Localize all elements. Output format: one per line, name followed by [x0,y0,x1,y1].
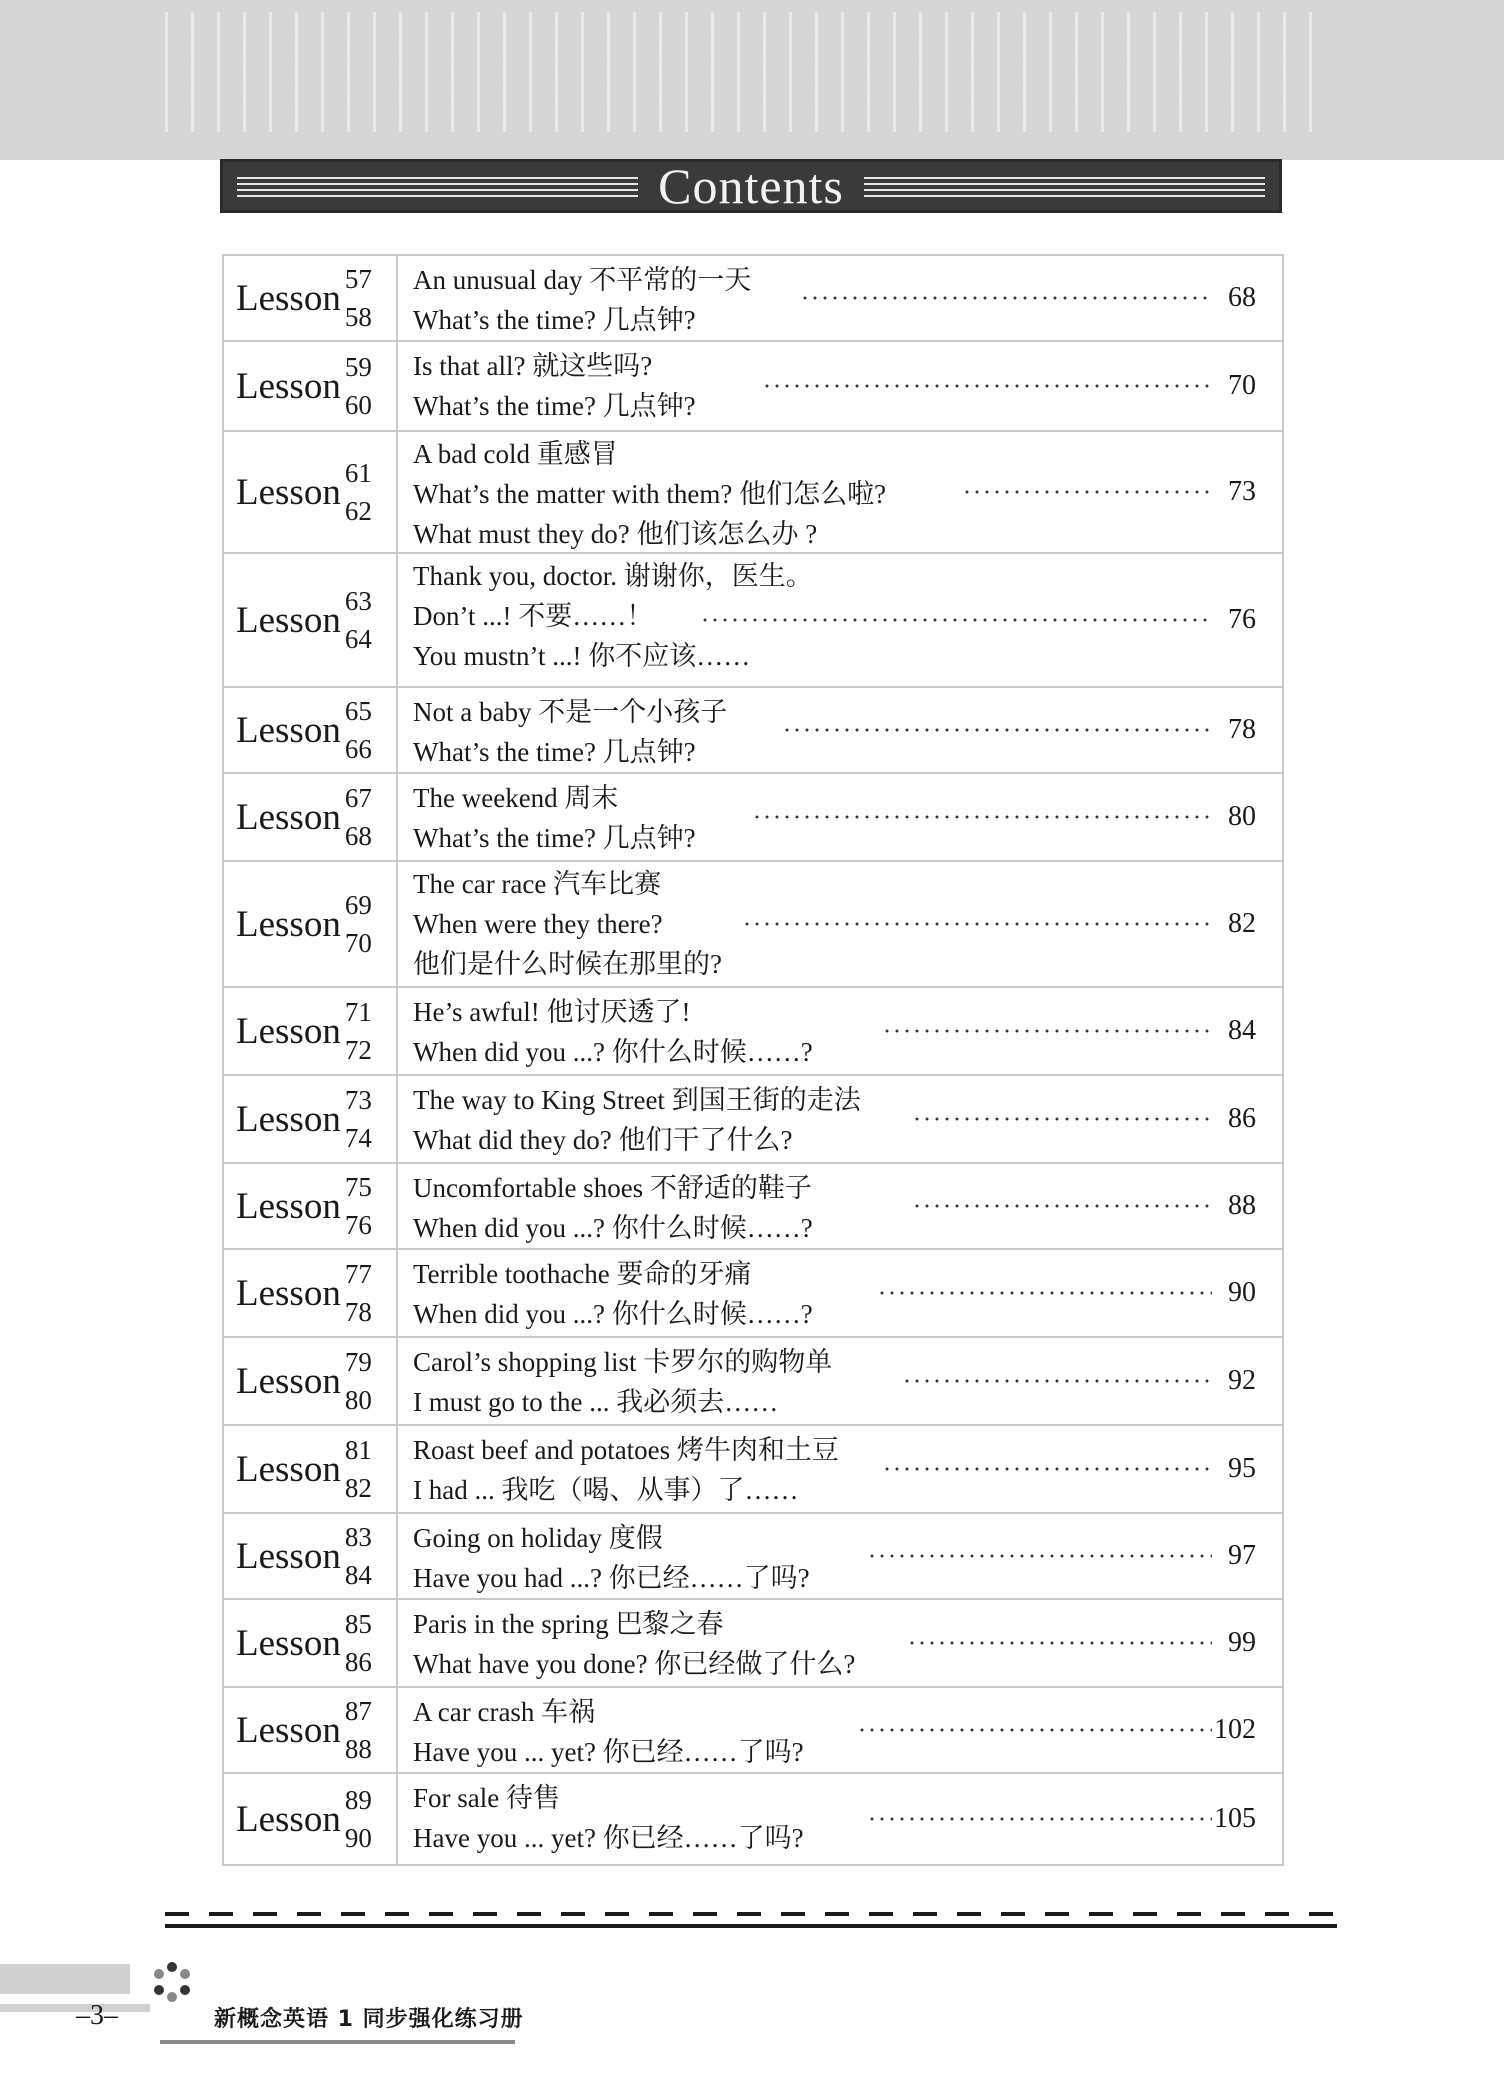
lesson-label: Lesson [236,277,341,319]
lesson-number: 74 [344,1123,372,1153]
lesson-label: Lesson [236,1360,341,1402]
lesson-label: Lesson [236,1709,341,1751]
lesson-number: 71 [344,997,372,1027]
lesson-title-line: Roast beef and potatoes 烤牛肉和土豆 [413,1435,839,1465]
title-cell [398,432,1282,552]
page-ref: 102 [1214,1714,1256,1745]
dot-leader [867,1817,1212,1821]
lesson-title-line: When were they there? [413,909,663,939]
lesson-number: 61 [344,458,372,488]
page-ref: 73 [1228,476,1256,507]
top-grid-pattern [165,12,1335,132]
page-ref: 70 [1228,370,1256,401]
lesson-label: Lesson [236,1098,341,1140]
lesson-cell [224,1600,398,1686]
lesson-title-line: What’s the time? 几点钟? [413,823,696,853]
lesson-cell [224,988,398,1074]
lesson-title-line: A bad cold 重感冒 [413,439,618,469]
footer-underline [160,2040,515,2044]
lesson-cell [224,688,398,772]
dot-leader [762,384,1212,388]
footer-gray-strip [0,2004,150,2012]
lesson-number: 89 [344,1785,372,1815]
toc-row[interactable] [224,688,1282,774]
toc-row[interactable] [224,1164,1282,1250]
lesson-title-line: Carol’s shopping list 卡罗尔的购物单 [413,1347,833,1377]
title-cell [398,1076,1282,1162]
lesson-number: 77 [344,1259,372,1289]
lesson-label: Lesson [236,903,341,945]
title-cell [398,1250,1282,1336]
dot-leader [912,1204,1212,1208]
toc-row[interactable] [224,432,1282,554]
page-ref: 105 [1214,1803,1256,1834]
lesson-title-line: What’s the time? 几点钟? [413,737,696,767]
page-number: –3– [76,2000,118,2031]
title-cell [398,1774,1282,1864]
lesson-title-line: The weekend 周末 [413,783,619,813]
lesson-numbers [345,692,372,768]
lesson-label: Lesson [236,1535,341,1577]
lesson-title-line: Not a baby 不是一个小孩子 [413,697,728,727]
dot-leader [700,618,1212,622]
toc-row[interactable] [224,1338,1282,1426]
lesson-number: 67 [344,783,372,813]
lesson-numbers [345,260,372,336]
lesson-number: 59 [344,352,372,382]
title-cell [398,688,1282,772]
lesson-numbers [345,582,372,658]
lesson-numbers [345,1081,372,1157]
lesson-number: 58 [344,302,372,332]
lesson-label: Lesson [236,796,341,838]
toc-row[interactable] [224,342,1282,432]
toc-row[interactable] [224,1426,1282,1514]
lesson-title-line: When did you ...? 你什么时候……? [413,1213,813,1243]
lesson-cell [224,1250,398,1336]
dots-logo-icon [150,1960,194,2004]
dot-leader [882,1029,1212,1033]
toc-row[interactable] [224,1250,1282,1338]
lesson-numbers [345,993,372,1069]
lesson-title-line: What did they do? 他们干了什么? [413,1125,793,1155]
lesson-numbers [345,1168,372,1244]
lesson-cell [224,256,398,340]
page-ref: 82 [1228,908,1256,939]
lesson-number: 57 [344,264,372,294]
lesson-numbers [345,886,372,962]
lesson-title-line: What’s the time? 几点钟? [413,305,696,335]
page-ref: 86 [1228,1103,1256,1134]
lesson-numbers [345,1781,372,1857]
lesson-number: 87 [344,1696,372,1726]
dot-leader [962,490,1212,494]
lesson-title-line: What have you done? 你已经做了什么? [413,1649,856,1679]
lesson-number: 75 [344,1172,372,1202]
lesson-title-line: An unusual day 不平常的一天 [413,265,752,295]
lesson-number: 64 [344,624,372,654]
dot-leader [902,1379,1212,1383]
title-cell [398,1426,1282,1512]
lesson-title-line: When did you ...? 你什么时候……? [413,1037,813,1067]
lesson-cell [224,1514,398,1598]
title-cell [398,1338,1282,1424]
toc-row[interactable] [224,862,1282,988]
lesson-title-line: You mustn’t ...! 你不应该…… [413,641,751,671]
lesson-title-line: Have you ... yet? 你已经……了吗? [413,1823,804,1853]
toc-row[interactable] [224,1600,1282,1688]
top-decorative-band [0,0,1504,160]
lesson-cell [224,774,398,860]
title-cell [398,988,1282,1074]
lesson-number: 70 [344,928,372,958]
footer-dashed-rule [165,1912,1337,1916]
lesson-title-line: What must they do? 他们该怎么办 ? [413,519,818,549]
lesson-cell [224,342,398,430]
title-cell [398,774,1282,860]
page-ref: 78 [1228,714,1256,745]
page-ref: 92 [1228,1365,1256,1396]
dot-leader [782,728,1212,732]
page-ref: 99 [1228,1627,1256,1658]
lesson-number: 73 [344,1085,372,1115]
lesson-label: Lesson [236,1448,341,1490]
page-ref: 80 [1228,801,1256,832]
lesson-number: 60 [344,390,372,420]
lesson-label: Lesson [236,1272,341,1314]
toc-row[interactable] [224,1688,1282,1774]
lesson-cell [224,1076,398,1162]
lesson-number: 65 [344,696,372,726]
toc-row[interactable] [224,1774,1282,1866]
toc-row[interactable] [224,1076,1282,1164]
lesson-cell [224,1688,398,1772]
title-cell [398,342,1282,430]
page-ref: 68 [1228,282,1256,313]
lesson-title-line: Uncomfortable shoes 不舒适的鞋子 [413,1173,812,1203]
page-ref: 90 [1228,1277,1256,1308]
lesson-title-line: I had ... 我吃（喝、从事）了…… [413,1475,799,1505]
page-ref: 97 [1228,1540,1256,1571]
toc-row[interactable] [224,1514,1282,1600]
lesson-numbers [345,1255,372,1331]
lesson-cell [224,1774,398,1864]
lesson-numbers [345,1343,372,1419]
contents-header [220,159,1282,213]
lesson-label: Lesson [236,365,341,407]
lesson-label: Lesson [236,1185,341,1227]
lesson-title-line: Terrible toothache 要命的牙痛 [413,1259,752,1289]
lesson-title-line: Have you had ...? 你已经……了吗? [413,1563,810,1593]
lesson-title-line: Don’t ...! 不要……！ [413,601,654,631]
page-ref: 84 [1228,1015,1256,1046]
lesson-title-line: The car race 汽车比赛 [413,869,662,899]
lesson-number: 62 [344,496,372,526]
lesson-cell [224,554,398,686]
title-cell [398,862,1282,986]
lesson-label: Lesson [236,1622,341,1664]
lesson-title-line: Is that all? 就这些吗? [413,351,653,381]
lesson-numbers [345,1605,372,1681]
title-cell [398,1514,1282,1598]
footer-solid-rule [165,1924,1337,1928]
lesson-title-line: He’s awful! 他讨厌透了! [413,997,691,1027]
lesson-cell [224,862,398,986]
lesson-title-line: A car crash 车祸 [413,1697,596,1727]
lesson-cell [224,432,398,552]
lesson-cell [224,1338,398,1424]
lesson-number: 86 [344,1647,372,1677]
lesson-label: Lesson [236,599,341,641]
header-right-lines [864,175,1265,197]
title-cell [398,256,1282,340]
lesson-title-line: Thank you, doctor. 谢谢你，医生。 [413,561,813,591]
header-left-lines [237,175,638,197]
title-cell [398,1164,1282,1248]
lesson-number: 82 [344,1473,372,1503]
lesson-number: 72 [344,1035,372,1065]
title-cell [398,1600,1282,1686]
dot-leader [907,1641,1212,1645]
lesson-title-line: Going on holiday 度假 [413,1523,663,1553]
lesson-label: Lesson [236,709,341,751]
page-ref: 76 [1228,604,1256,635]
lesson-number: 83 [344,1522,372,1552]
lesson-numbers [345,779,372,855]
title-cell [398,1688,1282,1772]
lesson-title-line: When did you ...? 你什么时候……? [413,1299,813,1329]
toc-row[interactable] [224,554,1282,688]
lesson-number: 69 [344,890,372,920]
lesson-numbers [345,454,372,530]
lesson-number: 90 [344,1823,372,1853]
toc-row[interactable] [224,774,1282,862]
lesson-number: 76 [344,1210,372,1240]
lesson-number: 66 [344,734,372,764]
lesson-numbers [345,1692,372,1768]
lesson-title-line: I must go to the ... 我必须去…… [413,1387,779,1417]
lesson-number: 80 [344,1385,372,1415]
lesson-numbers [345,348,372,424]
dot-leader [877,1291,1212,1295]
title-cell [398,554,1282,686]
dot-leader [752,815,1212,819]
lesson-title-line: What’s the time? 几点钟? [413,391,696,421]
lesson-label: Lesson [236,1798,341,1840]
toc-row[interactable] [224,256,1282,342]
page-ref: 95 [1228,1453,1256,1484]
dot-leader [857,1728,1212,1732]
lesson-number: 68 [344,821,372,851]
lesson-title-line: Paris in the spring 巴黎之春 [413,1609,724,1639]
lesson-title-line: 他们是什么时候在那里的? [413,949,722,979]
lesson-number: 88 [344,1734,372,1764]
lesson-cell [224,1164,398,1248]
lesson-numbers [345,1431,372,1507]
lesson-numbers [345,1518,372,1594]
dot-leader [867,1554,1212,1558]
lesson-title-line: Have you ... yet? 你已经……了吗? [413,1737,804,1767]
dot-leader [882,1467,1212,1471]
lesson-cell [224,1426,398,1512]
footer-gray-block [0,1964,130,1994]
lesson-label: Lesson [236,1010,341,1052]
lesson-number: 84 [344,1560,372,1590]
dot-leader [912,1117,1212,1121]
page-title: Contents [658,158,844,214]
footer-book-title: 新概念英语 1 同步强化练习册 [214,2007,524,2032]
lesson-label: Lesson [236,471,341,513]
table-of-contents [222,254,1284,1866]
dot-leader [800,296,1212,300]
lesson-number: 79 [344,1347,372,1377]
page-ref: 88 [1228,1190,1256,1221]
lesson-title-line: The way to King Street 到国王街的走法 [413,1085,861,1115]
lesson-title-line: For sale 待售 [413,1783,560,1813]
dot-leader [742,922,1212,926]
lesson-title-line: What’s the matter with them? 他们怎么啦? [413,479,887,509]
lesson-number: 63 [344,586,372,616]
lesson-number: 81 [344,1435,372,1465]
lesson-number: 85 [344,1609,372,1639]
toc-row[interactable] [224,988,1282,1076]
lesson-number: 78 [344,1297,372,1327]
